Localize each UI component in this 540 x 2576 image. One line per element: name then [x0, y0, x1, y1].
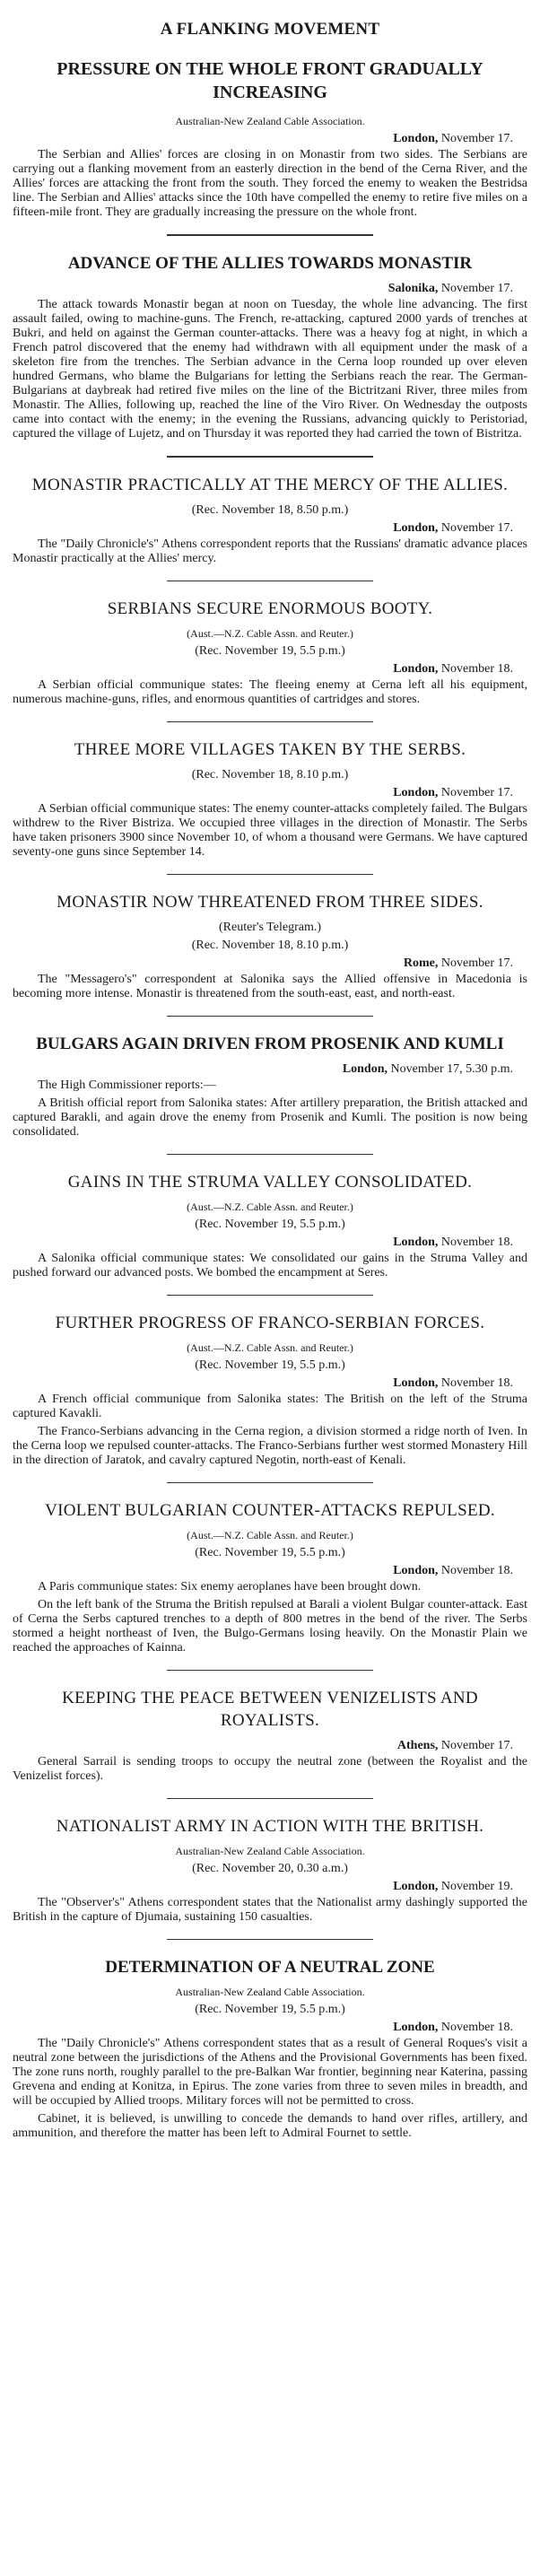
article-paragraph: A Paris communique states: Six enemy aeroplanes have been brought down.	[38, 1580, 422, 1594]
dateline-date: November 17.	[440, 282, 513, 295]
agency-credit: (Aust.—N.Z. Cable Assn. and Reuter.)	[187, 1201, 353, 1213]
dateline-place: London,	[393, 2021, 439, 2034]
article-paragraph: Cabinet, it is believed, is unwilling to concede the demands to hand over rifles, artillery, and ammunition, and therefore the matter has been left to Admiral Fournet to settle.	[13, 2112, 527, 2140]
agency-credit: Australian-New Zealand Cable Association.	[175, 1986, 365, 1998]
received-time: (Rec. November 19, 5.5 p.m.)	[195, 1218, 345, 1231]
dateline	[13, 1739, 513, 1753]
section-divider	[167, 1482, 373, 1483]
article-pressure-front	[13, 57, 527, 220]
section-divider	[167, 1016, 373, 1017]
article-advance-monastir	[13, 252, 527, 441]
agency-credit: (Aust.—N.Z. Cable Assn. and Reuter.)	[187, 1341, 353, 1354]
dateline-place: London,	[393, 662, 439, 676]
section-divider	[167, 1670, 373, 1671]
dateline	[13, 282, 513, 296]
dateline-date: November 17.	[440, 786, 513, 799]
article-headline: DETERMINATION OF A NEUTRAL ZONE	[105, 1958, 435, 1977]
dateline-place: London,	[393, 1564, 439, 1577]
dateline	[13, 786, 513, 800]
article-headline: ADVANCE OF THE ALLIES TOWARDS MONASTIR	[67, 254, 473, 273]
article-bulgars-driven	[13, 1033, 527, 1140]
section-divider	[167, 1939, 373, 1940]
dateline-place: London,	[342, 1062, 388, 1076]
section-divider	[167, 874, 373, 875]
article-paragraph: A French official communique from Salonika states: The British on the left of the Struma captured Kavakli.	[13, 1393, 527, 1420]
dateline-place: Athens,	[396, 1739, 439, 1752]
article-headline: MONASTIR PRACTICALLY AT THE MERCY OF THE ALLIES.	[31, 476, 509, 494]
article-counter-attacks	[13, 1499, 527, 1655]
article-paragraph: A British official report from Salonika states: After artillery preparation, the British attacked and captured Barakli, and again drove the enemy from Prosenik and Kumli. The position is now being consolidated.	[13, 1096, 527, 1139]
dateline-date: November 18.	[440, 662, 513, 676]
received-time: (Rec. November 18, 8.10 p.m.)	[191, 939, 349, 952]
received-time: (Rec. November 18, 8.50 p.m.)	[191, 503, 349, 517]
article-headline: PRESSURE ON THE WHOLE FRONT GRADUALLY INCREASING	[57, 59, 483, 102]
article-headline: KEEPING THE PEACE BETWEEN VENIZELISTS AND ROYALISTS.	[62, 1689, 478, 1730]
article-franco-serbian	[13, 1312, 527, 1468]
article-paragraph: The Franco-Serbians advancing in the Cerna region, a division stormed a ridge north of Iven. In the Cerna loop we repulsed counter-attacks. The Franco-Serbians further west stormed Monastery Hill in the direction of Jaratok, and cavalry captured Negotin, north-east of Kenali.	[13, 1425, 527, 1467]
article-headline: THREE MORE VILLAGES TAKEN BY THE SERBS.	[74, 740, 466, 759]
article-paragraph: The "Daily Chronicle's" Athens correspondent reports that the Russians' dramatic advance places Monastir practically at the Allies' mercy.	[13, 537, 527, 565]
dateline-date: November 17, 5.30 p.m.	[390, 1062, 513, 1076]
article-paragraph: The "Messagero's" correspondent at Salonika says the Allied offensive in Macedonia is becoming more intense. Monastir is threatened from the south-east, east, and north-east.	[13, 973, 527, 1000]
page-title: A FLANKING MOVEMENT	[160, 20, 380, 39]
agency-credit: (Aust.—N.Z. Cable Assn. and Reuter.)	[187, 627, 353, 640]
article-nationalist-army	[13, 1815, 527, 1925]
dateline-place: Rome,	[403, 956, 439, 970]
dateline-place: London,	[393, 132, 439, 145]
article-paragraph: The attack towards Monastir began at noon on Tuesday, the whole line advancing. The first assault failed, owing to machine-guns. The French, re-attacking, captured 2000 yards of trenches at Bukri, and held on against the German counter-attacks. There was a heavy fog at night, in which a French patrol discovered that the enemy had withdrawn with all equipment under the mask of a skeleton fire from the trenches. The Serbian advance in the Cerna loop rounded up over eleven hundred Germans, who blame the Bulgarians for letting the Serbians reach the rear. The German-Bulgarians at daybreak had retired five miles on the line of the Bictritzani River, three miles from Monastir. The Allies, following up, reached the line of the Viro River. On Wednesday the outposts came into contact with the enemy; in the evening the Russians, advancing quickly to Peristoriad, captured the village of Lujetz, and on Thursday it was reported they had carried the town of Bistritza.	[13, 298, 527, 441]
article-neutral-zone	[13, 1956, 527, 2141]
article-paragraph: A Serbian official communique states: The enemy counter-attacks completely failed. The Bulgars withdrew to the River Bistriza. We occupied three villages in the direction of Monastir. The Serbs have taken prisoners 3900 since November 10, of whom a thousand were Germans. We have captured seventy-one guns since September 14.	[13, 802, 527, 859]
article-headline: NATIONALIST ARMY IN ACTION WITH THE BRITISH.	[56, 1817, 484, 1836]
article-paragraph: The High Commissioner reports:—	[38, 1078, 216, 1092]
dateline	[13, 1062, 513, 1077]
article-monastir-threatened	[13, 891, 527, 1001]
article-paragraph: General Sarrail is sending troops to occupy the neutral zone (between the Royalist and the Venizelist forces).	[13, 1755, 527, 1783]
dateline-date: November 18.	[440, 1564, 513, 1577]
dateline	[13, 1880, 513, 1894]
received-time: (Rec. November 19, 5.5 p.m.)	[195, 644, 345, 658]
section-divider	[167, 1798, 373, 1799]
article-paragraph: The "Observer's" Athens correspondent states that the Nationalist army dashingly supported the British in the capture of Djumaia, sustaining 150 casualties.	[13, 1896, 527, 1924]
received-time: (Rec. November 18, 8.10 p.m.)	[191, 768, 349, 782]
agency-credit: Australian-New Zealand Cable Association.	[175, 115, 365, 127]
section-divider	[167, 456, 373, 458]
article-paragraph: The Serbian and Allies' forces are closing in on Monastir from two sides. The Serbians are carrying out a flanking movement from an easterly direction in the bend of the Cerna River, and the Allies' forces are attacking the front from the south. They forced the enemy to weaken the Bestridsa line. The Serbian and Allies' attacks since the 10th have compelled the enemy to retire five miles on a fifteen-mile front. They are gradually increasing the pressure on the whole front.	[13, 148, 527, 219]
agency-credit: (Aust.—N.Z. Cable Assn. and Reuter.)	[187, 1529, 353, 1541]
dateline-place: London,	[393, 1880, 439, 1893]
dateline-place: London,	[393, 1376, 439, 1390]
article-monastir-mercy	[13, 474, 527, 566]
dateline-date: November 17.	[440, 521, 513, 535]
dateline-date: November 19.	[440, 1880, 513, 1893]
dateline	[13, 662, 513, 677]
section-divider	[167, 1154, 373, 1155]
dateline-date: November 18.	[440, 1376, 513, 1390]
article-headline: MONASTIR NOW THREATENED FROM THREE SIDES.	[57, 893, 483, 912]
dateline-place: Salonika,	[388, 282, 439, 295]
article-headline: VIOLENT BULGARIAN COUNTER-ATTACKS REPULSED.	[45, 1501, 495, 1520]
article-keeping-peace	[13, 1687, 527, 1784]
section-divider	[167, 721, 373, 722]
dateline	[13, 1236, 513, 1250]
received-time: (Rec. November 19, 5.5 p.m.)	[195, 1546, 345, 1559]
article-headline: SERBIANS SECURE ENORMOUS BOOTY.	[107, 599, 433, 618]
article-headline: BULGARS AGAIN DRIVEN FROM PROSENIK AND KUMLI	[36, 1035, 504, 1053]
dateline-date: November 17.	[440, 956, 513, 970]
article-paragraph: The "Daily Chronicle's" Athens correspondent states that as a result of General Roques's visit a neutral zone between the jurisdictions of the Athens and the Provisional Governments has been fixed. The zone runs north, roughly parallel to the pre-Balkan War frontier, beginning near Katerina, passing Grevena and ending at Konitza, in Epirus. The zone varies from three to seven miles in breadth, and will be occupied by Allied troops. Military forces will not be permitted to cross.	[13, 2037, 527, 2108]
dateline-place: London,	[393, 1236, 439, 1249]
received-time: (Rec. November 19, 5.5 p.m.)	[195, 1358, 345, 1372]
article-headline: FURTHER PROGRESS OF FRANCO-SERBIAN FORCES.	[55, 1314, 485, 1332]
dateline-date: November 18.	[440, 1236, 513, 1249]
section-divider	[167, 1295, 373, 1296]
dateline-place: London,	[393, 521, 439, 535]
dateline	[13, 956, 513, 971]
dateline-place: London,	[393, 786, 439, 799]
agency-credit: Australian-New Zealand Cable Association.	[175, 1845, 365, 1857]
received-time: (Rec. November 19, 5.5 p.m.)	[195, 2003, 345, 2016]
article-paragraph: A Salonika official communique states: We consolidated our gains in the Struma Valley and pushed forward our advanced posts. We bombed the encampment at Seres.	[13, 1252, 527, 1279]
dateline	[13, 521, 513, 536]
dateline-date: November 18.	[440, 2021, 513, 2034]
section-divider	[167, 234, 373, 236]
dateline	[13, 1376, 513, 1391]
dateline	[13, 1564, 513, 1578]
received-time: (Rec. November 20, 0.30 a.m.)	[192, 1862, 348, 1875]
article-serbians-booty	[13, 598, 527, 707]
article-paragraph: On the left bank of the Struma the British repulsed at Barali a violent Bulgar counter-attack. East of Cerna the Serbs captured trenches to a depth of 800 metres in the bend of the river. The Serbs stormed a height northeast of Iven, the Bulgo-Germans losing heavily. On the Monastir Plain we reached the approaches of Kainna.	[13, 1598, 527, 1655]
dateline-date: November 17.	[440, 132, 513, 145]
agency-credit: (Reuter's Telegram.)	[218, 921, 322, 934]
dateline-date: November 17.	[440, 1739, 513, 1752]
dateline	[13, 132, 513, 146]
article-struma-gains	[13, 1171, 527, 1280]
article-three-villages	[13, 738, 527, 860]
article-headline: GAINS IN THE STRUMA VALLEY CONSOLIDATED.	[67, 1173, 473, 1192]
article-paragraph: A Serbian official communique states: The fleeing enemy at Cerna left all his equipment, numerous machine-guns, rifles, and enormous quantities of cartridges and stores.	[13, 678, 527, 706]
dateline	[13, 2021, 513, 2035]
